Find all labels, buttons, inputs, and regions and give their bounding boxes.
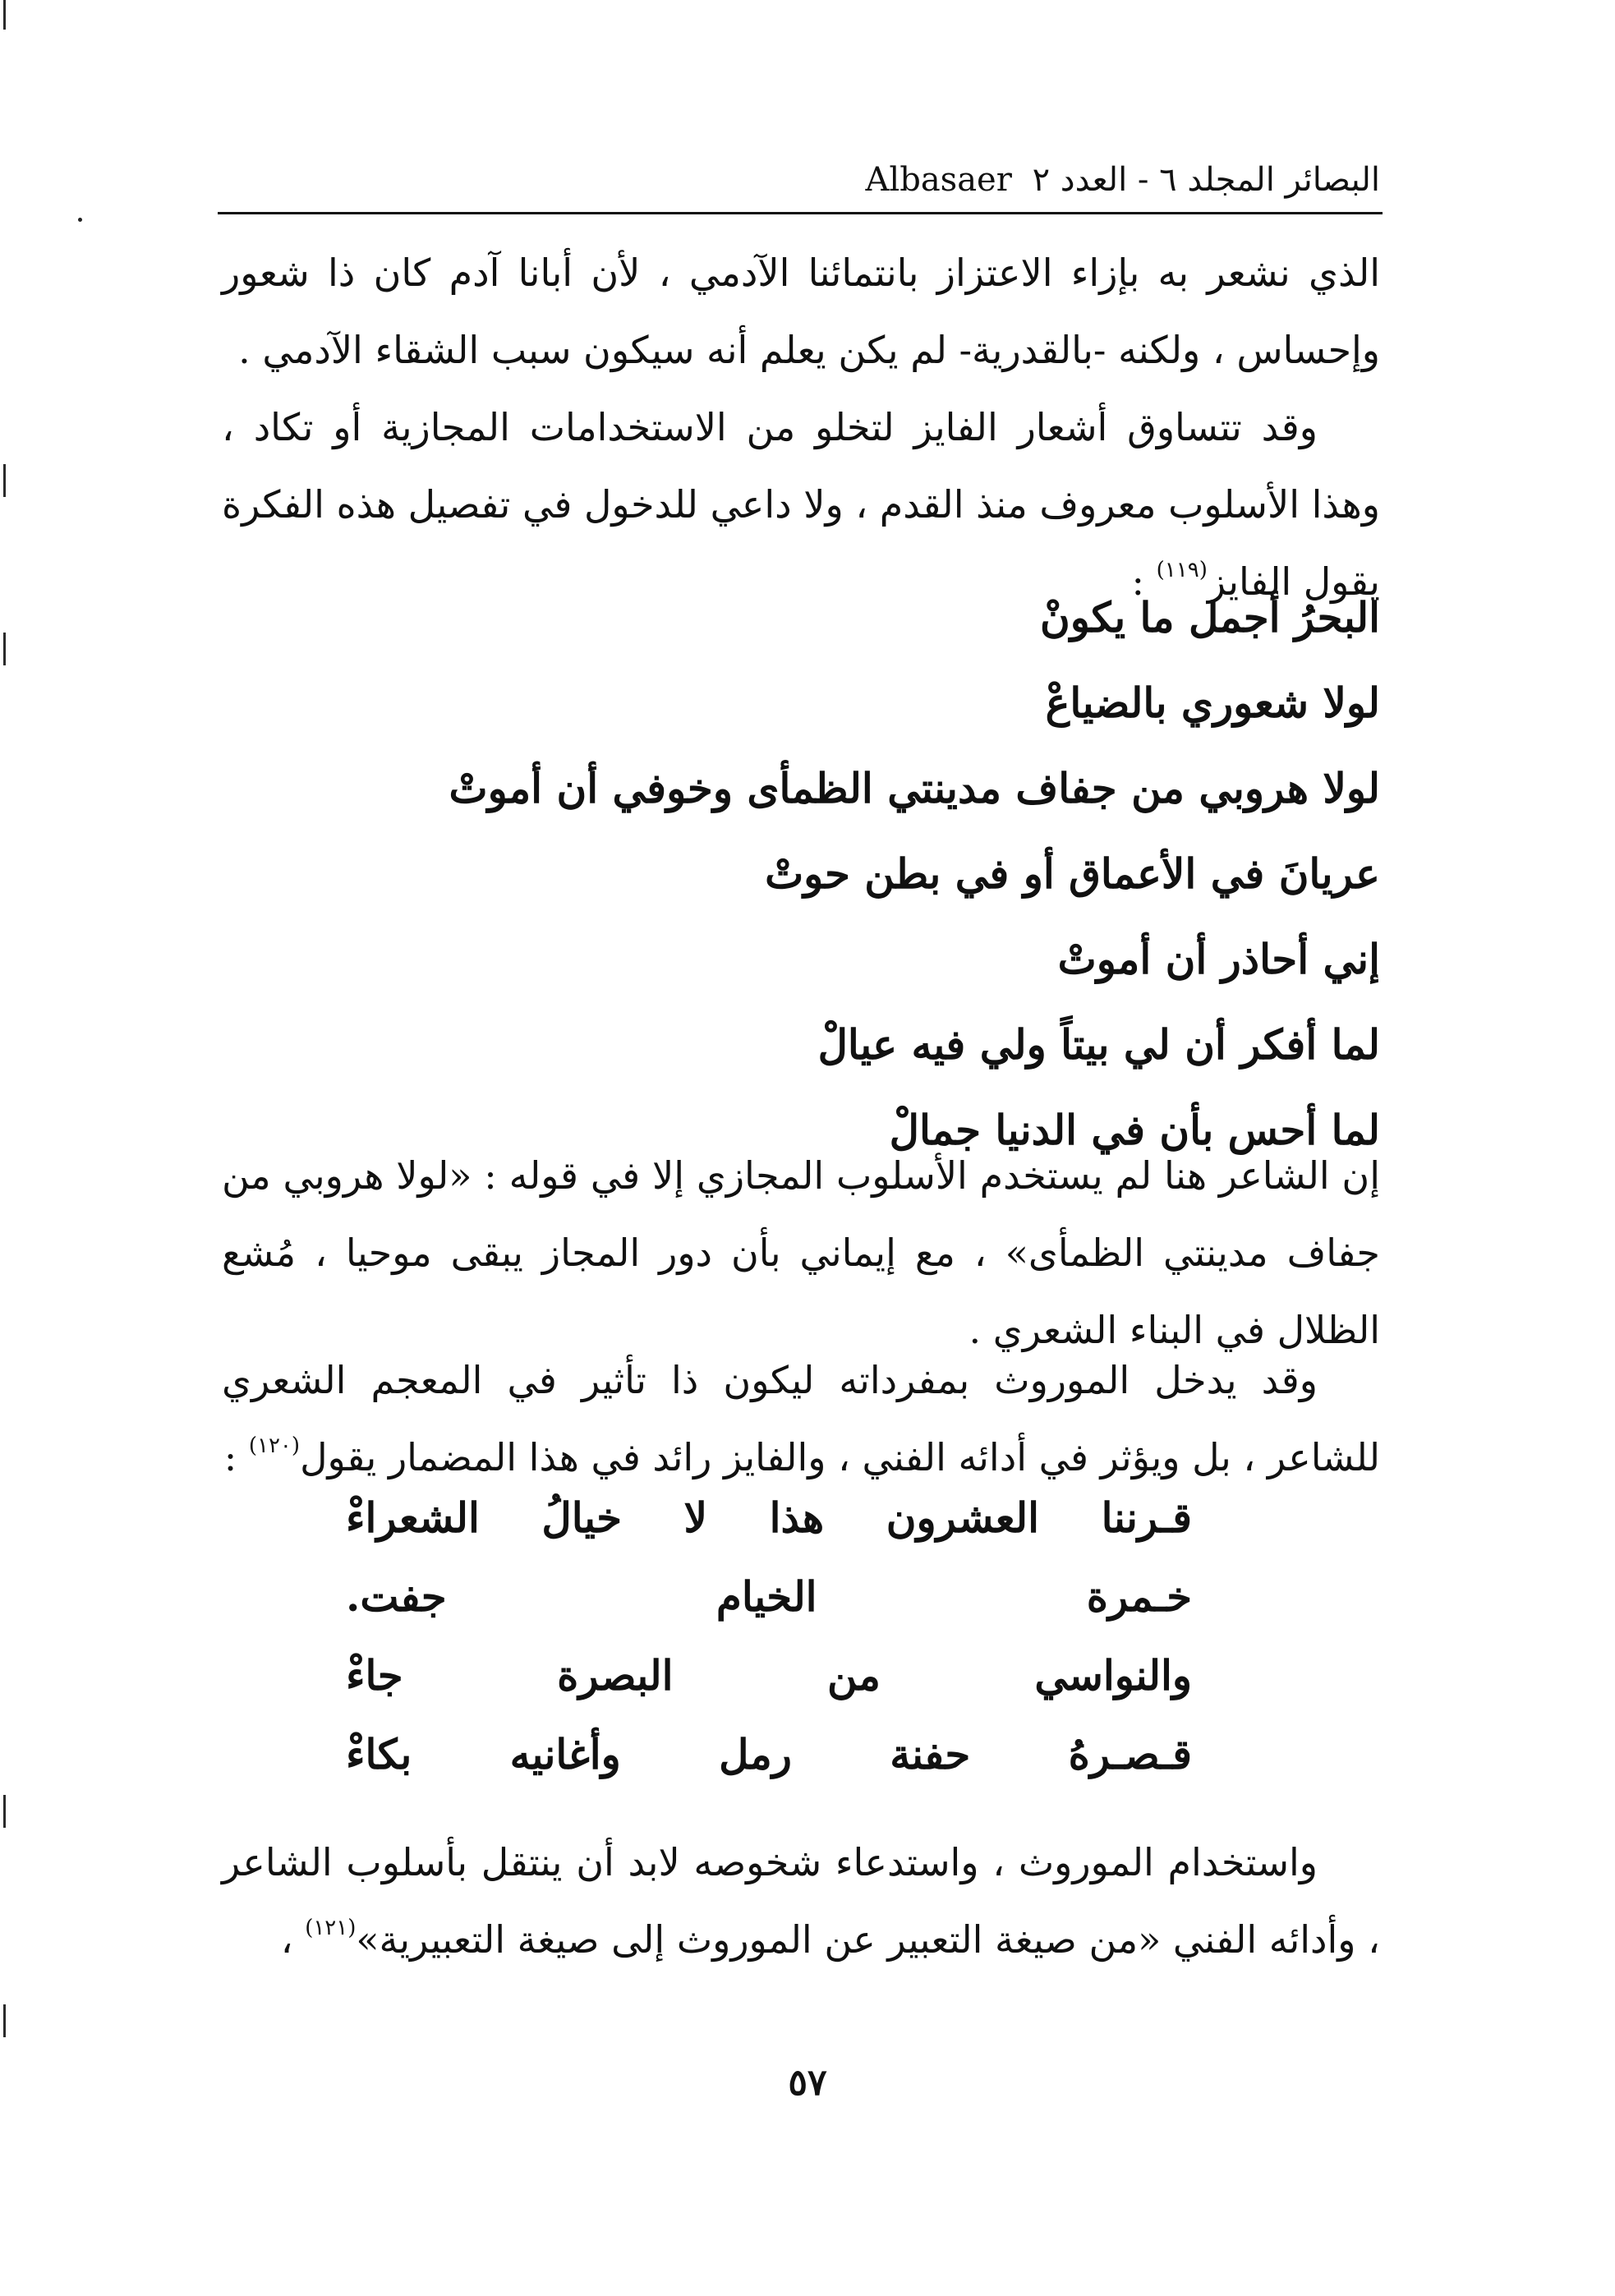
paragraph-text-container: [222, 1824, 1380, 1978]
running-header: [218, 148, 1380, 209]
scan-edge-mark: [3, 2004, 6, 2037]
paragraph-text: إن الشاعر هنا لم يستخدم الأسلوب المجازي إلا في قوله : «لولا هروبي من جفاف مدينتي الظمأى» ، مع إيماني بأن دور المجاز يبقى موحيا ، مُشع الظلال في البناء الشعري .: [222, 1153, 1380, 1352]
header-text: [866, 161, 1380, 199]
poem-line: إني أحاذر أن أموتْ: [1057, 935, 1380, 983]
paragraph-text: وقد يدخل الموروث بمفرداته ليكون ذا تأثير في المعجم الشعري للشاعر ، بل ويؤثر في أدائه الفني ، والفايز رائد في هذا المضمار يقول: [222, 1358, 1380, 1479]
paragraph-4: [222, 1341, 1380, 1496]
footnote-ref: (١٢١): [305, 1916, 357, 1940]
paragraph-5: [222, 1824, 1380, 1978]
poem-line: قـصـرهُ حفنة رمل وأغانيه بكاءْ: [346, 1730, 1192, 1778]
scan-edge-mark: [3, 633, 6, 665]
paragraph-punct: ،: [280, 1917, 306, 1962]
header-latin-title: Albasaer: [865, 161, 1012, 199]
paragraph-text-container: [222, 1341, 1380, 1496]
poem-line: البحرُ أجمل ما يكونْ: [1040, 593, 1380, 642]
poem-line: والنواسي من البصرة جاءْ: [346, 1651, 1192, 1700]
paragraph-1: [222, 234, 1380, 389]
header-journal-title: البصائر المجلد ٦ - العدد ٢: [1032, 161, 1380, 199]
paragraph-text: وقد تتساوق أشعار الفايز لتخلو من الاستخدامات المجازية أو تكاد ، وهذا الأسلوب معروف منذ القدم ، ولا داعي للدخول في تفصيل هذه الفكرة يقول الفايز: [221, 405, 1380, 604]
paragraph-punct: :: [223, 1435, 249, 1479]
page-number: ٥٧: [788, 2062, 827, 2104]
poem-line: لما أحس بأن في الدنيا جمالْ: [889, 1106, 1380, 1154]
scan-edge-mark: [3, 464, 6, 497]
paragraph-text: واستخدام الموروث ، واستدعاء شخوصه لابد أن ينتقل بأسلوب الشاعر ، وأدائه الفني «من صيغة التعبير عن الموروث إلى صيغة التعبيرية»: [222, 1840, 1380, 1962]
footnote-ref: (١١٩): [1156, 558, 1208, 582]
poem-line: عريانَ في الأعماق أو في بطن حوتْ: [765, 849, 1380, 898]
poem-line: قـرننا العشرون هذا لا خيالُ الشعراءْ: [346, 1493, 1192, 1542]
scan-speck: [78, 218, 82, 222]
header-rule: [218, 212, 1383, 214]
poem-1: [394, 575, 1380, 1173]
footnote-ref: (١٢٠): [248, 1433, 301, 1458]
poem-line: خـمرة الخيام جفت.: [346, 1572, 1192, 1621]
paragraph-text: الذي نشعر به بإزاء الاعتزاز بانتمائنا الآدمي ، لأن أبانا آدم كان ذا شعور وإحساس ، ولكنه -بالقدرية- لم يكن يعلم أنه سيكون سبب الشقاء الآدمي .: [222, 251, 1380, 372]
poem-line: لما أفكر أن لي بيتاً ولي فيه عيالْ: [817, 1020, 1380, 1069]
paragraph-3: [222, 1137, 1380, 1369]
poem-line: لولا شعوري بالضياعْ: [1045, 679, 1380, 727]
scan-edge-mark: [3, 0, 6, 30]
poem-2: [346, 1479, 1192, 1794]
scan-edge-mark: [3, 1795, 6, 1828]
poem-line: لولا هروبي من جفاف مدينتي الظمأى وخوفي أن أموتْ: [449, 764, 1380, 812]
paragraph-punct: :: [1131, 559, 1157, 604]
